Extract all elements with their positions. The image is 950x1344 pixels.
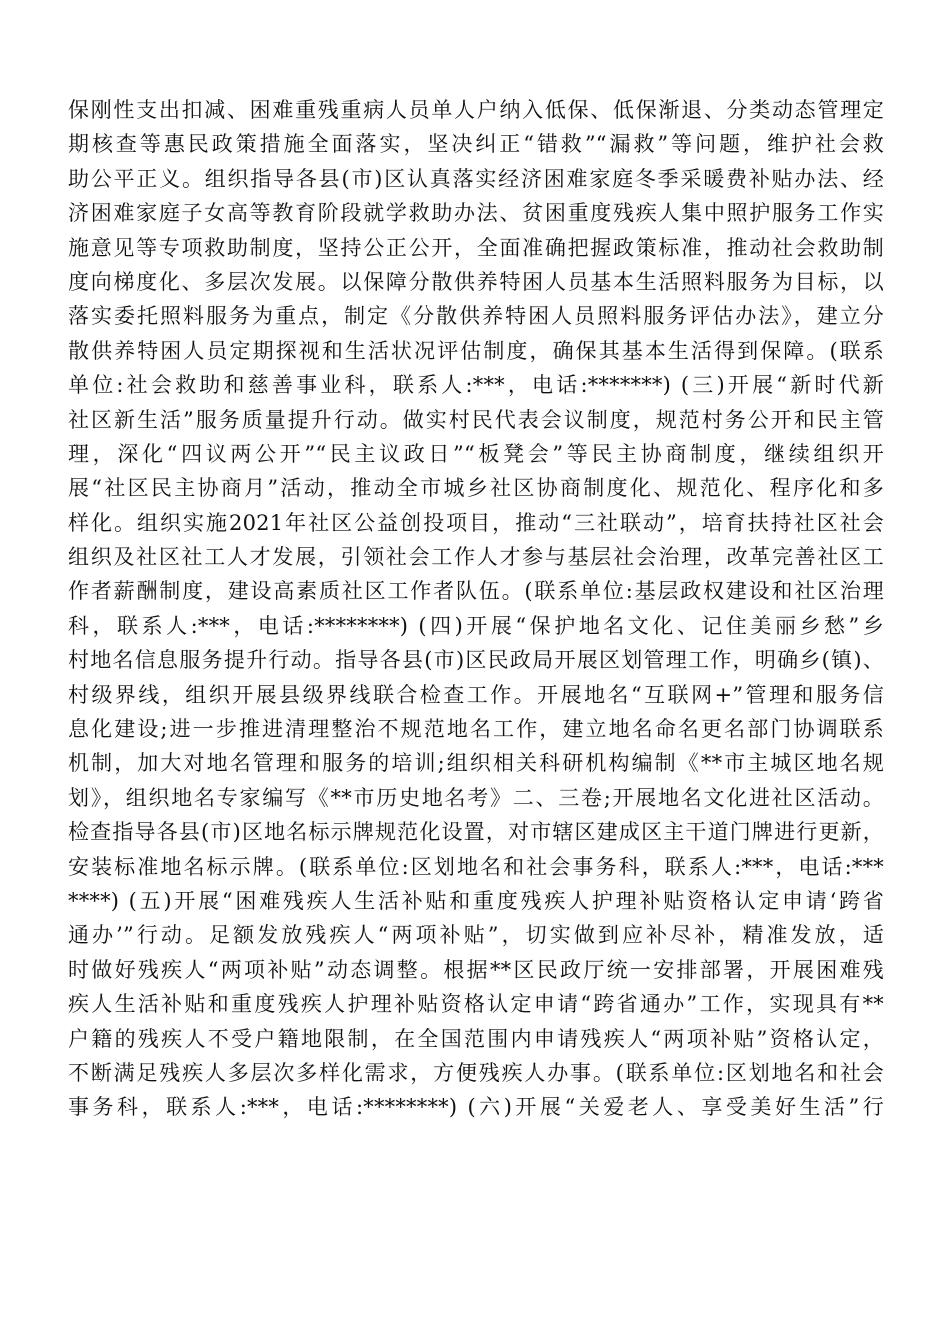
text-line-19: 息化建设;进一步推进清理整治不规范地名工作，建立地名命名更名部门协调联系	[68, 717, 884, 742]
text-line-13: 样化。组织实施2021年社区公益创投项目，推动“三社联动”，培育扶持社区社会	[68, 510, 884, 535]
text-line-17: 村地名信息服务提升行动。指导各县(市)区民政局开展区划管理工作，明确乡(镇)、	[68, 648, 884, 673]
text-line-22: 检查指导各县(市)区地名标示牌规范化设置，对市辖区建成区主干道门牌进行更新，	[68, 820, 884, 845]
text-line-6: 度向梯度化、多层次发展。以保障分散供养特困人员基本生活照料服务为目标，以	[68, 269, 884, 294]
text-line-12: 展“社区民主协商月”活动，推动全市城乡社区协商制度化、规范化、程序化和多	[68, 476, 884, 501]
text-line-11: 理，深化“四议两公开”“民主议政日”“板凳会”等民主协商制度，继续组织开	[68, 441, 884, 466]
text-line-10: 社区新生活”服务质量提升行动。做实村民代表会议制度，规范村务公开和民主管	[68, 407, 884, 432]
text-line-1: 保刚性支出扣减、困难重残重病人员单人户纳入低保、低保渐退、分类动态管理定	[68, 98, 884, 122]
text-line-24: ****) (五)开展“困难残疾人生活补贴和重度残疾人护理补贴资格认定申请‘跨省	[68, 888, 884, 913]
text-line-26: 时做好残疾人“两项补贴”动态调整。根据**区民政厅统一安排部署，开展困难残	[68, 957, 884, 982]
text-line-23: 安装标准地名标示牌。(联系单位:区划地名和社会事务科，联系人:***，电话:***	[68, 854, 884, 879]
text-line-27: 疾人生活补贴和重度残疾人护理补贴资格认定申请“跨省通办”工作，实现具有**	[68, 992, 884, 1017]
text-line-9: 单位:社会救助和慈善事业科，联系人:***，电话:*******) (三)开展“新时代新	[68, 373, 884, 398]
body-text	[68, 93, 884, 1125]
text-line-25: 通办’”行动。足额发放残疾人“两项补贴”，切实做到应补尽补，精准发放，适	[68, 923, 884, 948]
text-line-2: 期核查等惠民政策措施全面落实，坚决纠正“错救”“漏救”等问题，维护社会救	[68, 132, 884, 157]
text-line-21: 划》，组织地名专家编写《**市历史地名考》二、三卷;开展地名文化进社区活动。	[68, 785, 884, 810]
text-line-20: 机制，加大对地名管理和服务的培训;组织相关科研机构编制《**市主城区地名规	[68, 751, 884, 776]
text-line-5: 施意见等专项救助制度，坚持公正公开，全面准确把握政策标准，推动社会救助制	[68, 235, 884, 260]
text-line-4: 济困难家庭子女高等教育阶段就学救助办法、贫困重度残疾人集中照护服务工作实	[68, 201, 884, 226]
text-line-29: 不断满足残疾人多层次多样化需求，方便残疾人办事。(联系单位:区划地名和社会	[68, 1060, 884, 1085]
text-line-7: 落实委托照料服务为重点，制定《分散供养特困人员照料服务评估办法》，建立分	[68, 304, 884, 329]
text-line-3: 助公平正义。组织指导各县(市)区认真落实经济困难家庭冬季采暖费补贴办法、经	[68, 166, 884, 191]
text-line-30: 事务科，联系人:***，电话:********) (六)开展“关爱老人、享受美好生活”行	[68, 1095, 884, 1120]
text-line-18: 村级界线，组织开展县级界线联合检查工作。开展地名“互联网+”管理和服务信	[68, 682, 884, 707]
text-line-15: 作者薪酬制度，建设高素质社区工作者队伍。(联系单位:基层政权建设和社区治理	[68, 579, 884, 604]
text-line-28: 户籍的残疾人不受户籍地限制，在全国范围内申请残疾人“两项补贴”资格认定，	[68, 1026, 884, 1051]
text-line-16: 科，联系人:***，电话:********) (四)开展“保护地名文化、记住美丽乡愁”乡	[68, 613, 884, 638]
text-line-14: 组织及社区社工人才发展，引领社会工作人才参与基层社会治理，改革完善社区工	[68, 545, 884, 570]
text-line-8: 散供养特困人员定期探视和生活状况评估制度，确保其基本生活得到保障。(联系	[68, 338, 884, 363]
